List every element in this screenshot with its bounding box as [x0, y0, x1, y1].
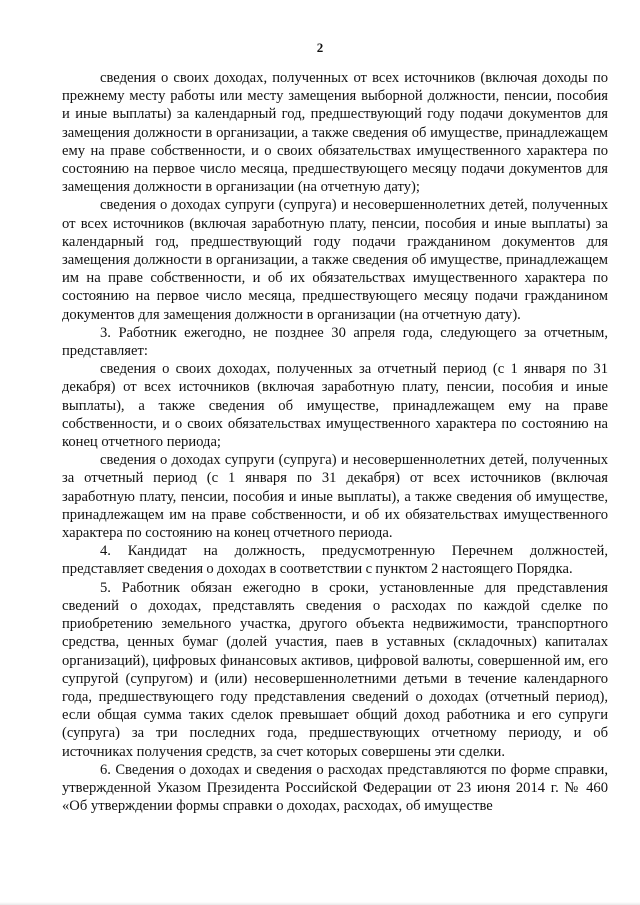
paragraph-own-income-employee: сведения о своих доходах, полученных за отчетный период (с 1 января по 31 декабря) от всех источников (включая заработную плату, пенсии, пособия и иные выплаты), а также сведения об имуществе, принадлежащем ему на праве собственности, и о своих обязательствах имущественного характера по состоянию на конец отчетного периода; — [62, 361, 608, 451]
paragraph-item-3: 3. Работник ежегодно, не позднее 30 апреля года, следующего за отчетным, представляет: — [62, 324, 608, 360]
paragraph-item-6: 6. Сведения о доходах и сведения о расходах представляются по форме справки, утвержденной Указом Президента Российской Федерации от 23 июня 2014 г. № 460 «Об утверждении формы справки о доходах, расходах, об имуществе — [62, 761, 608, 815]
paragraph-spouse-income-candidate: сведения о доходах супруги (супруга) и несовершеннолетних детей, полученных от всех источников (включая заработную плату, пенсии, пособия и иные выплаты) за календарный год, предшествующий году подачи гражданином документов для замещения должности в организации, а также сведения об имуществе, принадлежащем им на праве собственности, и об их обязательствах имущественного характера по состоянию на первое число месяца, предшествующего месяцу подачи гражданином документов для замещения должности в организации (на отчетную дату). — [62, 197, 608, 323]
paragraph-own-income-candidate: сведения о своих доходах, полученных от всех источников (включая доходы по прежнему месту работы или месту замещения выборной должности, пенсии, пособия и иные выплаты) за календарный год, предшествующий году подачи документов для замещения должности в организации, а также сведения об имуществе, принадлежащем ему на праве собственности, и о своих обязательствах имущественного характера по состоянию на первое число месяца, предшествующего месяцу подачи документов для замещения должности в организации (на отчетную дату); — [62, 70, 608, 196]
paragraph-item-4: 4. Кандидат на должность, предусмотренную Перечнем должностей, представляет сведения о доходах в соответствии с пунктом 2 настоящего Порядка. — [62, 543, 608, 578]
page-number: 2 — [316, 40, 324, 55]
paragraph-spouse-income-employee: сведения о доходах супруги (супруга) и несовершеннолетних детей, полученных за отчетный период (с 1 января по 31 декабря) от всех источников (включая заработную плату, пенсии, пособия и иные выплаты), а также сведения об имуществе, принадлежащем им на праве собственности, и об их обязательствах имущественного характера по состоянию на конец отчетного периода. — [62, 452, 608, 542]
document-body — [62, 69, 608, 815]
paragraph-item-5: 5. Работник обязан ежегодно в сроки, установленные для представления сведений о доходах, представлять сведения о расходах по каждой сделке по приобретению земельного участка, другого объекта недвижимости, транспортного средства, ценных бумаг (долей участия, паев в уставных (складочных) капиталах организаций), цифровых финансовых активов, цифровой валюты, совершенной им, его супругой (супругом) и (или) несовершеннолетними детьми в течение календарного года, предшествующего году представления сведений о доходах (отчетный период), если общая сумма таких сделок превышает общий доход работника и его супруги (супруга) за три последних года, предшествующих отчетному периоду, и об источниках получения средств, за счет которых совершены эти сделки. — [62, 579, 608, 760]
